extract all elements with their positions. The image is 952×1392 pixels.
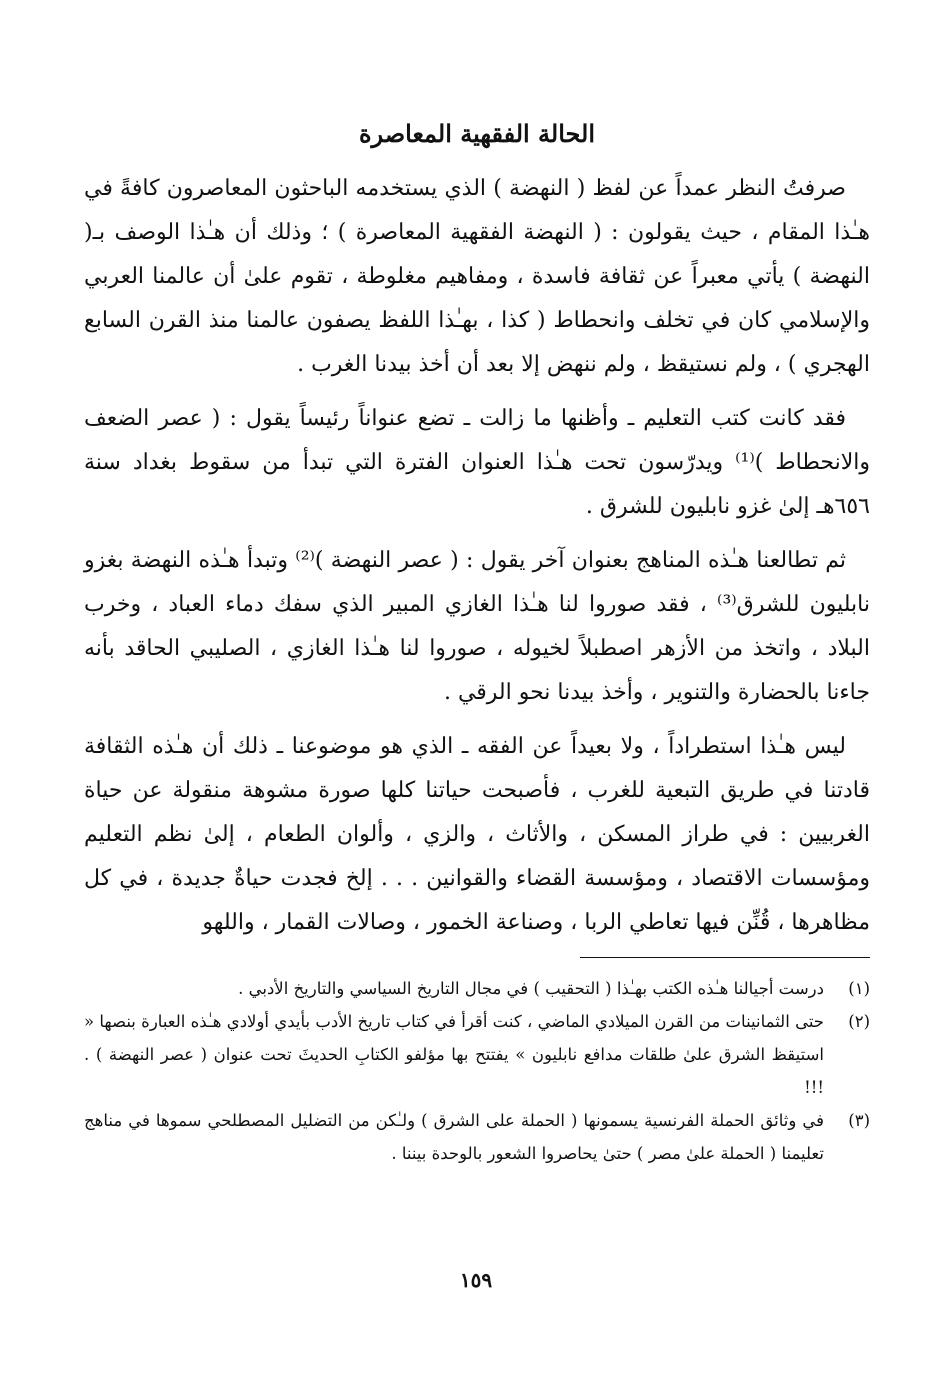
chapter-title: الحالة الفقهية المعاصرة <box>358 119 596 148</box>
footnote-text: حتى الثمانينات من القرن الميلادي الماضي ، كنت أقرأ في كتاب تاريخ الأدب بأيدي أولادي هـٰذه العبارة بنصها « استيقظ الشرق علىٰ طلقات مدافع نابليون » يفتتح بها مؤلفو الكتابِ الحديثَ تحت عنوان ( عصر النهضة ) . !!! <box>84 1012 824 1098</box>
footnote-number: (١) <box>848 979 870 999</box>
footnote-number: (٢) <box>848 1012 870 1032</box>
paragraph-2: فقد كانت كتب التعليم ـ وأظنها ما زالت ـ تضع عنواناً رئيساً يقول : ( عصر الضعف والانحطاط )⁽¹⁾ ويدرّسون تحت هـٰذا العنوان الفترة التي تبدأ من سقوط بغداد سنة ٦٥٦هـ إلىٰ غزو نابليون للشرق . <box>84 406 870 520</box>
paragraph-4: ليس هـٰذا استطراداً ، ولا بعيداً عن الفقه ـ الذي هو موضوعنا ـ ذلك أن هـٰذه الثقافة قادتنا في طريق التبعية للغرب ، فأصبحت حياتنا كلها صورة مشوهة منقولة عن حياة الغربيين : في طراز المسكن ، والأثاث ، والزي ، وألوان الطعام ، إلىٰ نظم التعليم ومؤسسات الاقتصاد ، ومؤسسة القضاء والقوانين . . . إلخ فجدت حياةٌ جديدة ، في كل مظاهرها ، قُنِّن فيها تعاطي الربا ، وصناعة الخمور ، وصالات القمار ، واللهو <box>84 734 870 936</box>
footnote-1 <box>84 972 870 1005</box>
footnote-text: درست أجيالنا هـٰذه الكتب بهـٰذا ( التحقيب ) في مجال التاريخ السياسي والتاريخ الأدبي . <box>238 979 824 999</box>
book-page <box>84 118 870 1378</box>
footnote-number: (٣) <box>848 1111 870 1131</box>
footnotes <box>84 972 870 1170</box>
paragraph-3: ثم تطالعنا هـٰذه المناهج بعنوان آخر يقول : ( عصر النهضة )⁽²⁾ وتبدأ هـٰذه النهضة بغزو نابليون للشرق⁽³⁾ ، فقد صوروا لنا هـٰذا الغازي المبير الذي سفك دماء العباد ، وخرب البلاد ، واتخذ من الأزهر اصطبلاً لخيوله ، صوروا لنا هـٰذا الغازي ، الصليبي الحاقد بأنه جاءنا بالحضارة والتنوير ، وأخذ بيدنا نحو الرقي . <box>84 548 871 706</box>
footnote-text: في وثائق الحملة الفرنسية يسمونها ( الحملة على الشرق ) ولـٰكن من التضليل المصطلحي سموها في مناهج تعليمنا ( الحملة علىٰ مصر ) حتىٰ يحاصروا الشعور بالوحدة بيننا . <box>84 1111 824 1164</box>
main-text <box>84 167 870 945</box>
footnote-2 <box>84 1005 870 1104</box>
footnote-divider <box>580 957 870 958</box>
page-number: ١٥٩ <box>459 1268 493 1292</box>
paragraph-1: صرفتُ النظر عمداً عن لفظ ( النهضة ) الذي يستخدمه الباحثون المعاصرون كافةً في هـٰذا المقام ، حيث يقولون : ( النهضة الفقهية المعاصرة ) ؛ وذلك أن هـٰذا الوصف بـ( النهضة ) يأتي معبراً عن ثقافة فاسدة ، ومفاهيم مغلوطة ، تقوم علىٰ أن عالمنا العربي والإسلامي كان في تخلف وانحطاط ( كذا ، بهـٰذا اللفظ يصفون عالمنا منذ القرن السابع الهجري ) ، ولم نستيقظ ، ولم ننهض إلا بعد أن أخذ بيدنا الغرب . <box>84 176 870 378</box>
footnote-3 <box>84 1104 870 1170</box>
